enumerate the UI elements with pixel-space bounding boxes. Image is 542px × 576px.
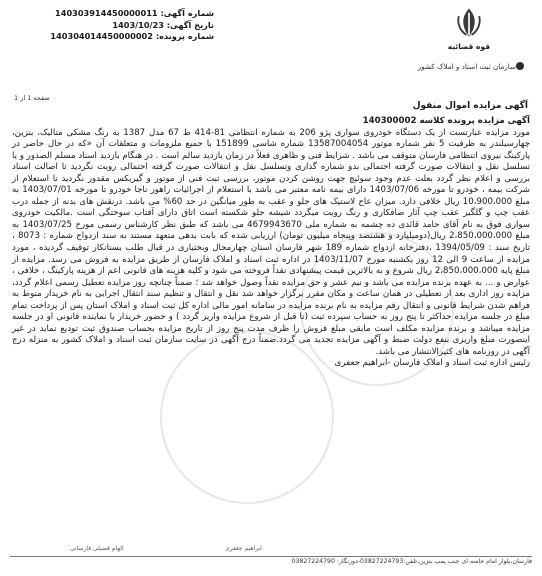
file-number-row [14,31,214,43]
organization-name: سازمان ثبت اسناد و املاک کشور [417,62,516,71]
ad-number-row [14,8,214,20]
judiciary-title: قوه قضائیه [447,42,490,51]
page-title: آگهی مزایده اموال منقول [412,101,528,111]
file-reference: آگهی مزایده پرونده کلاسه 140300002 [362,116,530,126]
ad-meta [14,8,214,43]
footer-divider [10,556,532,557]
ad-date-label: تاریخ آگهی: [166,19,214,30]
file-number: 140304014450000002 [50,31,153,41]
iran-emblem-icon [452,6,486,40]
ad-date: 1403/10/23 [112,19,164,30]
signature-left: الهام فضیلی فارسانی [70,545,124,552]
ad-number-label: شماره آگهی: [160,8,214,18]
signature-line: رئیس اداره ثبت اسناد و املاک فارسان -ابراهیم جعفری [334,358,530,369]
organization-logo [414,6,524,80]
registry-logo-icon [516,62,524,70]
notice-paragraph: مورد مزایده عبارتست از یک دستگاه خودروی سواری پژو 206 به شماره انتظامی 81-414 ط 67 مدل 1387 به رنگ مشکی متالیک، بنزین، چهارسیلندر به ظرفیت 5 نفر شماره موتور 13587004054 شماره شاسی 151899 با جمیع ملزومات و متعلقات آن «که در حال حاضر در پارکینگ نیروی انتظامی فارسان متوقف می باشد . شرایط فنی و ظاهری فعلاً در زمان بازدید سالم است . در هنگام بازدید اسناد مسلم الصدور و یا تسلسل نقل و انتقالات صورت گرفته احتمالی بدو شماره گذاری وتسلسل نقل و انتقالات صورت گرفته احتمالی رویت نگردید تا اصالت اسناد بررسی و اعلام نظر گردد بعلت عدم وجود سوئیچ جهت روشن کردن موتور، بررسی ثبت فنی از موتور و گیربکس مقدور نگردید تا استعلام از شرکت بیمه ، خودرو تا مورخه 1403/07/06 دارای بیمه نامه معتبر می باشد با استعلام از اجرائیات راهور ناجا خودرو تا مورخه 1403/07/01 به مبلغ 10،900،000 ریال خلافی دارد. میزان عاج لاستیک های جلو و عقب به طور میانگین در حد 60% می باشد. درنقش های بدنه از جمله درب عقب چپ و گلگیر عقب چپ آثار صافکاری و رنگ رویت میگردد شیشه جلو شکسته است اتاق دارای آفتاب سوختگی است .مالکیت خودروی سواری فوق به نام آقای حامد قائدی ده چشمه به شماره ملی 4679943670 می باشد که طبق نظر کارشناس رسمی مورخ 1403/07/25 به مبلغ 2،850،000،000 ریال(دومیلیارد و هشتصد وپنجاه میلیون تومان) ارزیابی شده که بابت بدهی متعهد مستند به سند ازدواج شماره : 8073 ، تاریخ سند : 1394/05/09 ،دفترخانه ازدواج شماره 189 شهر فارسان استان چهارمحال وبختیاری در قبال طلب بستانکار توقیف گردیده ، مورد مزایده از ساعت 9 الی 12 روز یکشنبه مورخ 1403/11/07 در اداره ثبت اسناد و املاک فارسان از طریق مزایده به فروش می رسد. مزایده از مبلغ پایه 2،850،000،000 ریال شروع و به بالاترین قیمت پیشنهادی نقداً فروخته می شود و کلیه هزینه های قانونی اعم از هزینه پارکینگ ، خلافی ، عوارض و ... به عهده برنده مزایده می باشد و نیم عشر و حق مزایده نقداً وصول خواهد شد ؛ ضمناً چنانچه روز مزایده تعطیل رسمی اعلام گردد، مزایده روز اداری بعد از تعطیلی در همان ساعت و مکان مقرر برگزار خواهد شد نقل و انتقال و تنظیم سند انتقال اجرایی به نام خریدار منوط به فراهم شدن شرایط قانونی و انتقال رقم مزایده به نام برنده مزایده در سامانه امور مالی اداره کل ثبت اسناد و املاک استان پس از پرداخت تمام مبلغ در جلسه مزایده حداکثر تا پنج روز به حساب سپرده ثبت (تا قبل از شروع مزایده واریز گردد ) و حضور خریدار یا نماینده قانونی او در جلسه مزایده میباشد و برنده مزایده مکلف است مابقی مبلغ فروش را ظرف مدت پنج روز از تاریخ مزایده بحساب صندوق ثبت تودیع نماید در غیر اینصورت مبلغ واریزی بنفع دولت ضبط و آگهی مزایده تجدید می گردد.ضمناً درج آگهی در سایت سازمان ثبت اسناد و املاک کشور به منزله درج آگهی در روزنامه های کثیرالانتشار می باشد. [12,127,531,357]
ad-number: 140303914450000011 [55,8,158,18]
footer-contact: فارسان،بلوار امام خامنه ای جنب پمپ بنزین،تلفن:03827224793-دورنگار: 03827224790 [291,558,532,565]
signature-right: ابراهیم جعفری [225,545,262,552]
ad-date-row [14,20,214,32]
notice-body [12,116,530,370]
page-indicator: صفحه 1 از 1 [14,94,50,102]
signature-area [10,545,532,555]
file-number-label: شماره پرونده: [155,31,214,41]
